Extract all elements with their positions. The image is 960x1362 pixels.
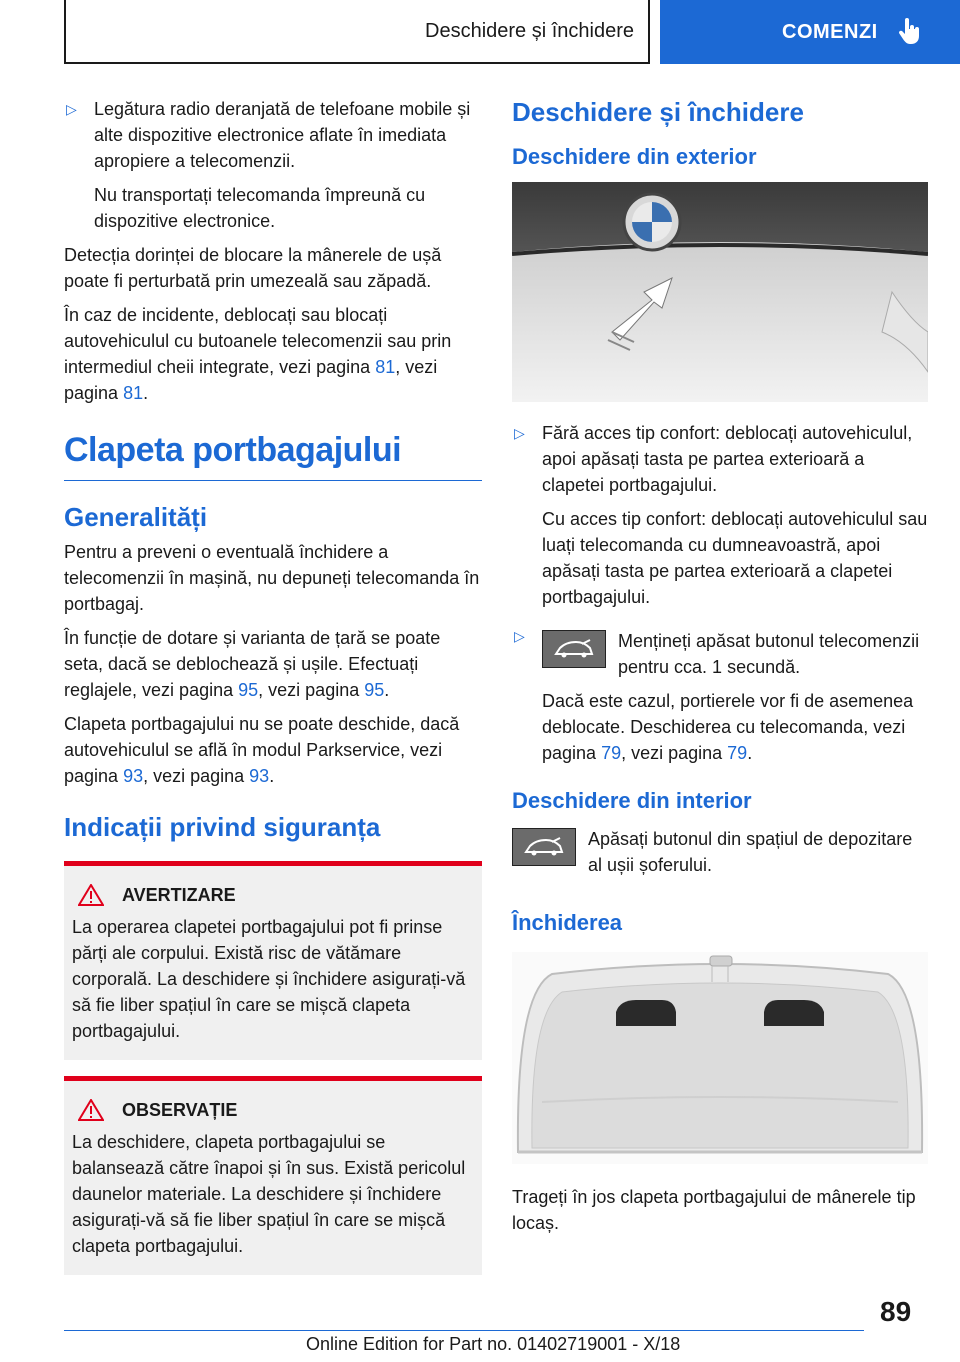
heading-clapeta-portbagajului: Clapeta portbagajului — [64, 428, 482, 481]
trunk-interior-button-icon — [512, 828, 576, 866]
header-tab-label: COMENZI — [782, 20, 878, 43]
page-link-93-b[interactable]: 93 — [249, 766, 270, 786]
header-section-label: Deschidere și închidere — [425, 19, 634, 42]
para-remote-doors: Dacă este cazul, portierele vor fi de asemenea deblocate. Deschiderea cu telecomanda, vezi pagina 79, vezi pagina 79. — [542, 691, 914, 763]
bullet-ext-no-comfort: ▷ Fără acces tip confort: deblocați autovehiculul, apoi apăsați tasta pe partea exterioară a clapetei portbagajului. — [512, 420, 930, 498]
page-link-81-b[interactable]: 81 — [123, 383, 144, 403]
para-lock-detection: Detecția dorinței de blocare la mânerele de ușă poate fi perturbată prin umezeală sau zăpadă. — [64, 245, 442, 291]
right-column — [512, 96, 930, 1244]
trunk-exterior-photo — [512, 182, 928, 402]
warning-triangle-icon — [78, 884, 104, 906]
page-link-79[interactable]: 79 — [601, 743, 622, 763]
para-general-3: Clapeta portbagajului nu se poate deschide, dacă autovehiculul se află în modul Parkservice, vezi pagina 93, vezi pagina 93. — [64, 714, 460, 786]
bullet-radio-sub: Nu transportați telecomanda împreună cu dispozitive electronice. — [94, 185, 426, 231]
hand-pointer-icon — [898, 18, 922, 46]
page-link-79-b[interactable]: 79 — [727, 743, 748, 763]
para-general-2: În funcție de dotare și varianta de țară se poate seta, dacă se deblochează și ușile. Efectuați reglajele, vezi pagina 95, vezi pagina 95. — [64, 628, 441, 700]
notice-title: OBSERVAȚIE — [72, 1099, 474, 1121]
heading-deschidere-exterior: Deschidere din exterior — [512, 144, 757, 169]
warning-text: La operarea clapetei portbagajului pot fi prinse părți ale corpului. Există risc de vătămare corporală. La deschidere și închidere asigurați-vă să fie liber spațiul în care se mișcă clapeta portbagajului. — [72, 917, 466, 1041]
page-link-95[interactable]: 95 — [238, 680, 259, 700]
bullet-remote-hold: ▷ Mențineți apăsat butonul telecomenzii pentru cca. 1 secundă. — [512, 628, 930, 688]
page-link-95-b[interactable]: 95 — [364, 680, 385, 700]
heading-inchiderea: Închiderea — [512, 910, 623, 935]
para-interior-button: Apăsați butonul din spațiul de depozitare al ușii șoferului. — [512, 826, 930, 886]
header-section-title — [64, 0, 650, 64]
notice-box — [64, 1076, 482, 1275]
warning-title: AVERTIZARE — [72, 884, 474, 906]
para-close-instruction: Trageți în jos clapeta portbagajului de mânerele tip locaș. — [512, 1187, 916, 1233]
notice-text: La deschidere, clapeta portbagajului se balansează către înapoi și în sus. Există pericolul daunelor materiale. La deschidere și închidere asigurați-vă să fie liber spațiul în care se mișcă clapeta portbagajului. — [72, 1132, 466, 1256]
heading-generalitati: Generalități — [64, 502, 208, 532]
warning-triangle-icon — [78, 1099, 104, 1121]
warning-box — [64, 861, 482, 1060]
heading-deschidere-inchidere: Deschidere și închidere — [512, 97, 804, 127]
trunk-interior-photo — [512, 952, 928, 1164]
heading-deschidere-interior: Deschidere din interior — [512, 788, 752, 813]
footer-divider — [64, 1330, 864, 1331]
page-number: 89 — [880, 1296, 912, 1327]
para-incidents: În caz de incidente, deblocați sau blocați autovehiculul cu butoanele telecomenzii sau prin intermediul cheii integrate, vezi pagina 81, vezi pagina 81. — [64, 305, 452, 403]
left-column — [64, 96, 482, 1287]
page-link-93[interactable]: 93 — [123, 766, 144, 786]
header-tab-comenzi[interactable] — [660, 0, 960, 64]
para-general-1: Pentru a preveni o eventuală închidere a telecomenzii în mașină, nu depuneți telecomanda în portbagaj. — [64, 542, 480, 614]
heading-indicatii-siguranta: Indicații privind siguranța — [64, 812, 381, 842]
bullet-ext-comfort: Cu acces tip confort: deblocați autovehiculul sau luați telecomanda cu dumneavoastră, apoi apăsați tasta pe partea exterioară a clapetei portbagajului. — [542, 509, 928, 607]
footer-edition: Online Edition for Part no. 01402719001 - X/18 — [306, 1334, 681, 1354]
trunk-remote-button-icon — [542, 630, 606, 668]
bullet-radio-interference: ▷ Legătura radio deranjată de telefoane mobile și alte dispozitive electronice aflate în imediata apropiere a telecomenzii. — [64, 96, 482, 174]
page-link-81[interactable]: 81 — [375, 357, 396, 377]
